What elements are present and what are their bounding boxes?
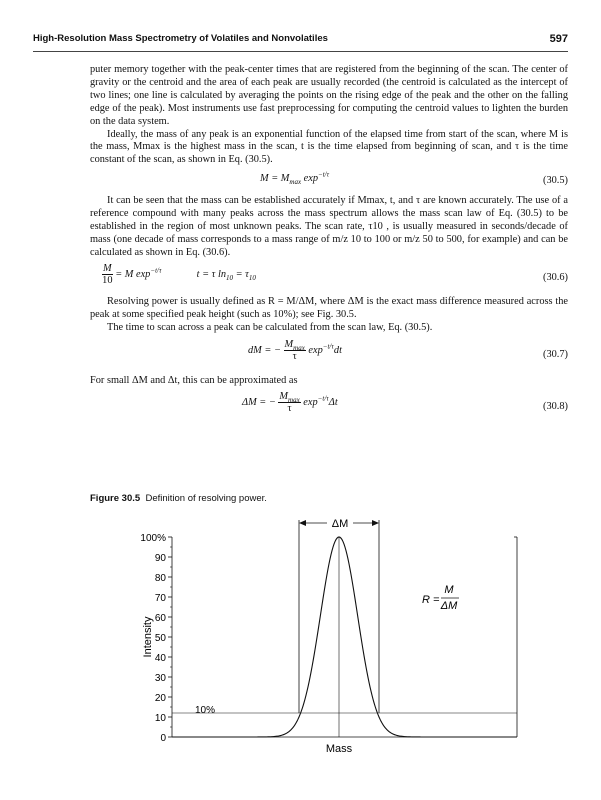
x-axis-label: Mass — [325, 743, 353, 755]
y-tick-label: 50 — [154, 633, 166, 644]
y-tick-label: 90 — [154, 553, 166, 564]
equation-30-5: $M = M_{max}$ $\exp^{-t/\tau}$ (30.5) — [260, 170, 568, 187]
arrowhead-right — [372, 520, 379, 526]
paragraph-3: It can be seen that the mass can be established accurately if Mmax, t, and τ are known accurately. The use of a reference compound with many peaks across the mass spectrum allows the mass scan law of Eq. (30.5) to be established in the region of most unknown peaks. The scan rate, τ10 , is usually measured in seconds/decade of mass (one decade of mass corresponds to a mass range of m/z 10 to 100 or m/z 50 to 500, for example) and can be calculated as shown in Eq. (30.6). — [90, 195, 568, 258]
delta-m-label: ΔM — [331, 518, 349, 530]
y-tick-label: 70 — [154, 593, 166, 604]
y-tick-label: 100% — [140, 533, 166, 544]
y-tick-label: 60 — [154, 613, 166, 624]
arrowhead-left — [299, 520, 306, 526]
y-axis-label: Intensity — [142, 616, 154, 658]
formula-numerator: M — [444, 584, 454, 596]
y-tick-label: 80 — [154, 573, 166, 584]
paragraph-1: puter memory together with the peak-center times that are registered from the beginning of the scan. The center of gravity or the centroid and the area of each peak are usually recorded (the centroid is calculated as the intercept of two lines; one line is calculated by averaging the points on the rising edge of the peak and the other on the falling edge of the peak). Most instruments use fast preprocessing for computing the centroid values to lighten the burden on the data system. — [90, 64, 568, 127]
paragraph-5: The time to scan across a peak can be calculated from the scan law, Eq. (30.5). — [107, 321, 433, 333]
paragraph-4: Resolving power is usually defined as R = M/ΔM, where ΔM is the exact mass difference measured across the peak at some specified peak height (such as 10%); see Fig. 30.5. — [90, 295, 568, 320]
equation-number: (30.6) — [543, 271, 568, 283]
formula-denominator: ΔM — [440, 600, 458, 612]
equation-number: (30.8) — [543, 401, 568, 413]
equation-30-6: $\frac{M}{10}$ = M $\exp^{-t/\tau} t = \tau$ $\ln_{10} = \tau_{10}$ (30.6) — [102, 262, 568, 286]
figure-caption-text: Definition of resolving power. — [145, 493, 267, 504]
y-tick-label: 30 — [154, 673, 166, 684]
y-tick-label: 20 — [154, 693, 166, 704]
equation-30-7: dM = − $\frac{M_{max}}{\tau}$ $\exp^{-t/\tau}dt$ (30.7) — [248, 338, 568, 362]
y-tick-label: 10 — [154, 713, 166, 724]
equation-number: (30.7) — [543, 348, 568, 360]
equation-30-8: ΔM = − $\frac{M_{max}}{\tau}$ $\exp^{-t/\tau}\Delta t$ (30.8) — [242, 391, 568, 415]
formula-lhs: R = — [422, 594, 440, 606]
figure-label: Figure 30.5 — [90, 493, 141, 504]
y-tick-label: 0 — [160, 733, 166, 744]
running-title: High-Resolution Mass Spectrometry of Volatiles and Nonvolatiles — [33, 33, 328, 44]
equation-number: (30.5) — [543, 175, 568, 187]
page-number: 597 — [549, 33, 568, 45]
paragraph-2: Ideally, the mass of any peak is an exponential function of the elapsed time from start of the scan, where M is the mass, Mmax is the highest mass in the scan, t is the time elapsed from beginning of scan, and τ is the time constant of the scan, as shown in Eq. (30.5). — [90, 128, 568, 166]
peak-curve — [172, 537, 517, 737]
paragraph-6: For small ΔM and Δt, this can be approximated as — [90, 374, 298, 386]
resolving-power-formula — [422, 584, 459, 612]
threshold-label: 10% — [195, 705, 216, 716]
y-tick-label: 40 — [154, 653, 166, 664]
